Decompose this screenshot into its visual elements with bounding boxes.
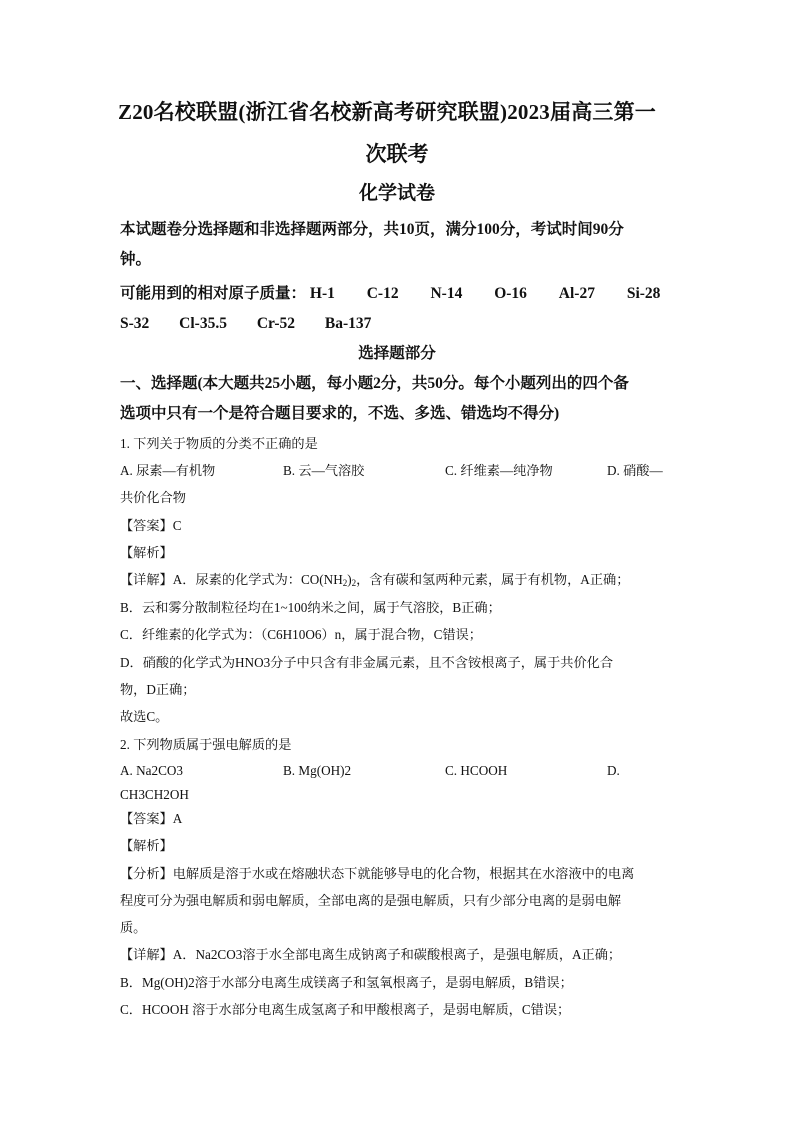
doc-title-line2: 次联考 — [365, 142, 429, 166]
q1-option-c: C. 纤维素—纯净物 — [445, 463, 553, 478]
atomic-mass-item: Cl-35.5 — [179, 315, 227, 332]
q1-answer: 【答案】C — [120, 518, 182, 533]
section-heading-line1: 一、选择题(本大题共25小题，每小题2分，共50分。每个小题列出的四个备 — [120, 375, 629, 392]
q2-analysis-label: 【解析】 — [120, 838, 173, 853]
section-title: 选择题部分 — [358, 345, 436, 362]
q2-fenxi-line1: 【分析】电解质是溶于水或在熔融状态下就能够导电的化合物，根据其在水溶液中的电离 — [120, 866, 635, 881]
section-heading-line2: 选项中只有一个是符合题目要求的，不选、多选、错选均不得分) — [120, 405, 560, 422]
q1-detail-a — [120, 568, 629, 595]
atomic-mass-item: Si-28 — [626, 285, 661, 302]
doc-subtitle: 化学试卷 — [358, 183, 435, 204]
atomic-mass-item: Ba-137 — [324, 315, 372, 332]
intro-line1: 本试题卷分选择题和非选择题两部分，共10页，满分100分，考试时间90分 — [120, 221, 624, 238]
atomic-mass-item: C-12 — [366, 285, 399, 302]
atomic-mass-row1 — [120, 279, 688, 309]
q2-option-c: C. HCOOH — [445, 763, 508, 778]
q1-detail-d2: 物，D正确； — [120, 682, 196, 697]
q1-detail-a-text: ，含有碳和氢两种元素，属于有机物，A正确； — [356, 572, 630, 587]
q1-detail-a-text: 【详解】A．尿素的化学式为：CO(NH — [120, 572, 343, 587]
q1-analysis-label: 【解析】 — [120, 545, 173, 560]
q2-answer: 【答案】A — [120, 811, 183, 826]
atomic-mass-label: 可能用到的相对原子质量： — [120, 285, 307, 302]
q2-option-d-cont: CH3CH2OH — [120, 787, 189, 802]
subscript: 2 — [342, 578, 348, 588]
q1-stem: 1. 下列关于物质的分类不正确的是 — [120, 436, 318, 451]
q1-option-d: D. 硝酸— — [607, 463, 663, 478]
intro-line2: 钟。 — [120, 251, 152, 268]
q2-detail-c: C．HCOOH 溶于水部分电离生成氢离子和甲酸根离子，是弱电解质，C错误； — [120, 1002, 571, 1017]
q2-option-a: A. Na2CO3 — [120, 763, 184, 778]
atomic-mass-item: H-1 — [309, 285, 335, 302]
q1-detail-b: B．云和雾分散制粒径均在1~100纳米之间，属于气溶胶，B正确； — [120, 600, 501, 615]
atomic-mass-item: N-14 — [430, 285, 463, 302]
atomic-mass-item: S-32 — [120, 315, 150, 332]
q2-detail-a: 【详解】A．Na2CO3溶于水全部电离生成钠离子和碳酸根离子，是强电解质，A正确； — [120, 947, 622, 962]
q1-detail-c: C．纤维素的化学式为：（C6H10O6）n，属于混合物，C错误； — [120, 627, 482, 642]
q2-detail-b: B．Mg(OH)2溶于水部分电离生成镁离子和氢氧根离子，是弱电解质，B错误； — [120, 975, 573, 990]
q2-stem: 2. 下列物质属于强电解质的是 — [120, 737, 292, 752]
subscript: 2 — [351, 578, 357, 588]
q1-detail-d1: D．硝酸的化学式为HNO3分子中只含有非金属元素，且不含铵根离子，属于共价化合 — [120, 655, 614, 670]
q2-option-d: D. — [607, 763, 620, 778]
atomic-mass-item: O-16 — [494, 285, 527, 302]
q1-conclusion: 故选C。 — [120, 709, 169, 724]
doc-title-line1: Z20名校联盟(浙江省名校新高考研究联盟)2023届高三第一 — [118, 100, 656, 124]
q1-detail-a-text: ) — [347, 572, 352, 587]
atomic-mass-item: Al-27 — [558, 285, 595, 302]
q2-option-b: B. Mg(OH)2 — [283, 763, 352, 778]
atomic-mass-row2 — [120, 309, 397, 339]
q2-fenxi-line3: 质。 — [120, 920, 147, 935]
q1-option-b: B. 云—气溶胶 — [283, 463, 365, 478]
q2-fenxi-line2: 程度可分为强电解质和弱电解质，全部电离的是强电解质，只有少部分电离的是弱电解 — [120, 893, 622, 908]
atomic-mass-item: Cr-52 — [256, 315, 296, 332]
q1-option-d-cont: 共价化合物 — [120, 490, 186, 505]
q1-option-a: A. 尿素—有机物 — [120, 463, 216, 478]
